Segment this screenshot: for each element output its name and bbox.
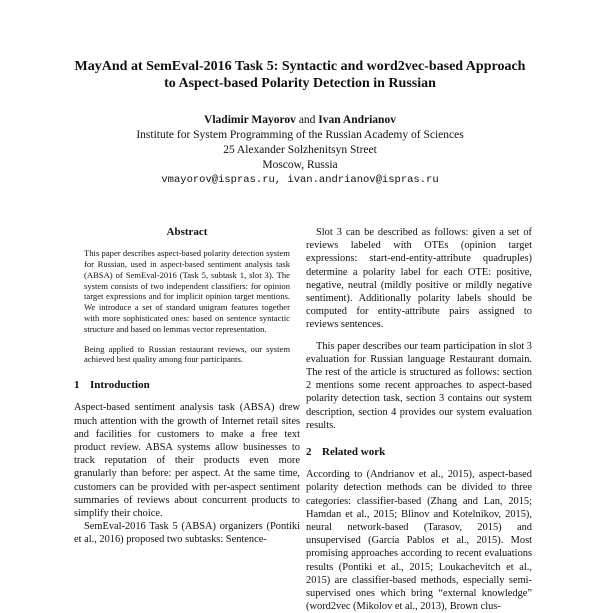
affiliation: Institute for System Programming of the Russian Academy of Sciences <box>136 129 464 141</box>
section-number: 1 <box>74 379 80 392</box>
city: Moscow, Russia <box>262 159 338 171</box>
street-address: 25 Alexander Solzhenitsyn Street <box>223 144 377 156</box>
abstract <box>74 226 300 365</box>
paper-title <box>40 58 560 92</box>
abstract-heading: Abstract <box>166 226 208 238</box>
title-line-1: MayAnd at SemEval-2016 Task 5: Syntactic and word2vec-based Approach <box>74 59 526 74</box>
intro-paragraph-2: SemEval-2016 Task 5 (ABSA) organizers (Pontiki et al., 2016) proposed two subtasks: Sentence- <box>74 521 300 546</box>
author-names <box>40 113 560 128</box>
author-conjunction: and <box>298 114 316 126</box>
author-block <box>40 113 560 188</box>
intro-paragraph-1: Aspect-based sentiment analysis task (ABSA) drew much attention with the growth of Internet retail sites and facilities for customers to make a free text product review. ABSA systems allow businesses to track reputation of their products even more granularly than before: per aspect. At the same time, customers can be provided with per-aspect sentiment summaries of reviews about concurrent products to simplify their choice. <box>74 402 300 519</box>
section-number: 2 <box>306 446 312 459</box>
structure-paragraph: This paper describes our team participation in slot 3 evaluation for Russian language Restaurant domain. The rest of the article is structured as follows: section 2 mentions some recent approaches to aspect-based polarity detection task, section 3 contains our system description, section 4 provides our system evaluation results. <box>306 340 532 431</box>
left-column <box>74 226 300 547</box>
slot3-paragraph: Slot 3 can be described as follows: given a set of reviews labeled with OTEs (opinion target expressions: start-end-entity-attribute quadruples) determine a polarity label for each OTE: positive, negative, neutral (mildly positive or mildly negative sentiment). Additionally polarity labels should be computed for entity-attribute pairs assigned to reviews sentences. <box>306 227 532 331</box>
section-heading-related-work <box>306 446 532 459</box>
author-emails: vmayorov@ispras.ru, ivan.andrianov@ispras.ru <box>161 174 439 186</box>
title-line-2: to Aspect-based Polarity Detection in Russian <box>164 76 436 91</box>
author-2: Ivan Andrianov <box>318 114 396 126</box>
author-1: Vladimir Mayorov <box>204 114 296 126</box>
abstract-paragraph-2: Being applied to Russian restaurant reviews, our system achieved best quality among four participants. <box>84 343 290 365</box>
section-heading-introduction <box>74 379 300 392</box>
section-title: Related work <box>322 446 386 459</box>
abstract-paragraph-1: This paper describes aspect-based polarity detection system for Russian, used in aspect-based sentiment analysis task (ABSA) of SemEval-2016 (Task 5, subtask 1, slot 3). The system consists of two independent classifiers: for opinion target expressions and for implicit opinion target mentions. We introduce a set of standard unigram features together with more sophisticated ones: based on sentence syntactic structure and based on lemmas vector representation. <box>84 248 290 334</box>
section-title: Introduction <box>90 379 150 392</box>
related-work-paragraph: According to (Andrianov et al., 2015), aspect-based polarity detection methods can be divided to three categories: classifier-based (Zhang and Lan, 2015; Hamdan et al., 2015; Blinov and Kotelnikov, 2015), neural network-based (Tarasov, 2015) and unsupervised (García Pablos et al., 2015). Most promising approaches according to recent evaluations results (Pontiki et al., 2015; Loukachevitch et al., 2015) are classifier-based methods, especially semi-supervised ones which bring “external knowledge” (word2vec (Mikolov et al., 2013), Brown clus- <box>306 469 532 613</box>
right-column <box>306 226 532 613</box>
